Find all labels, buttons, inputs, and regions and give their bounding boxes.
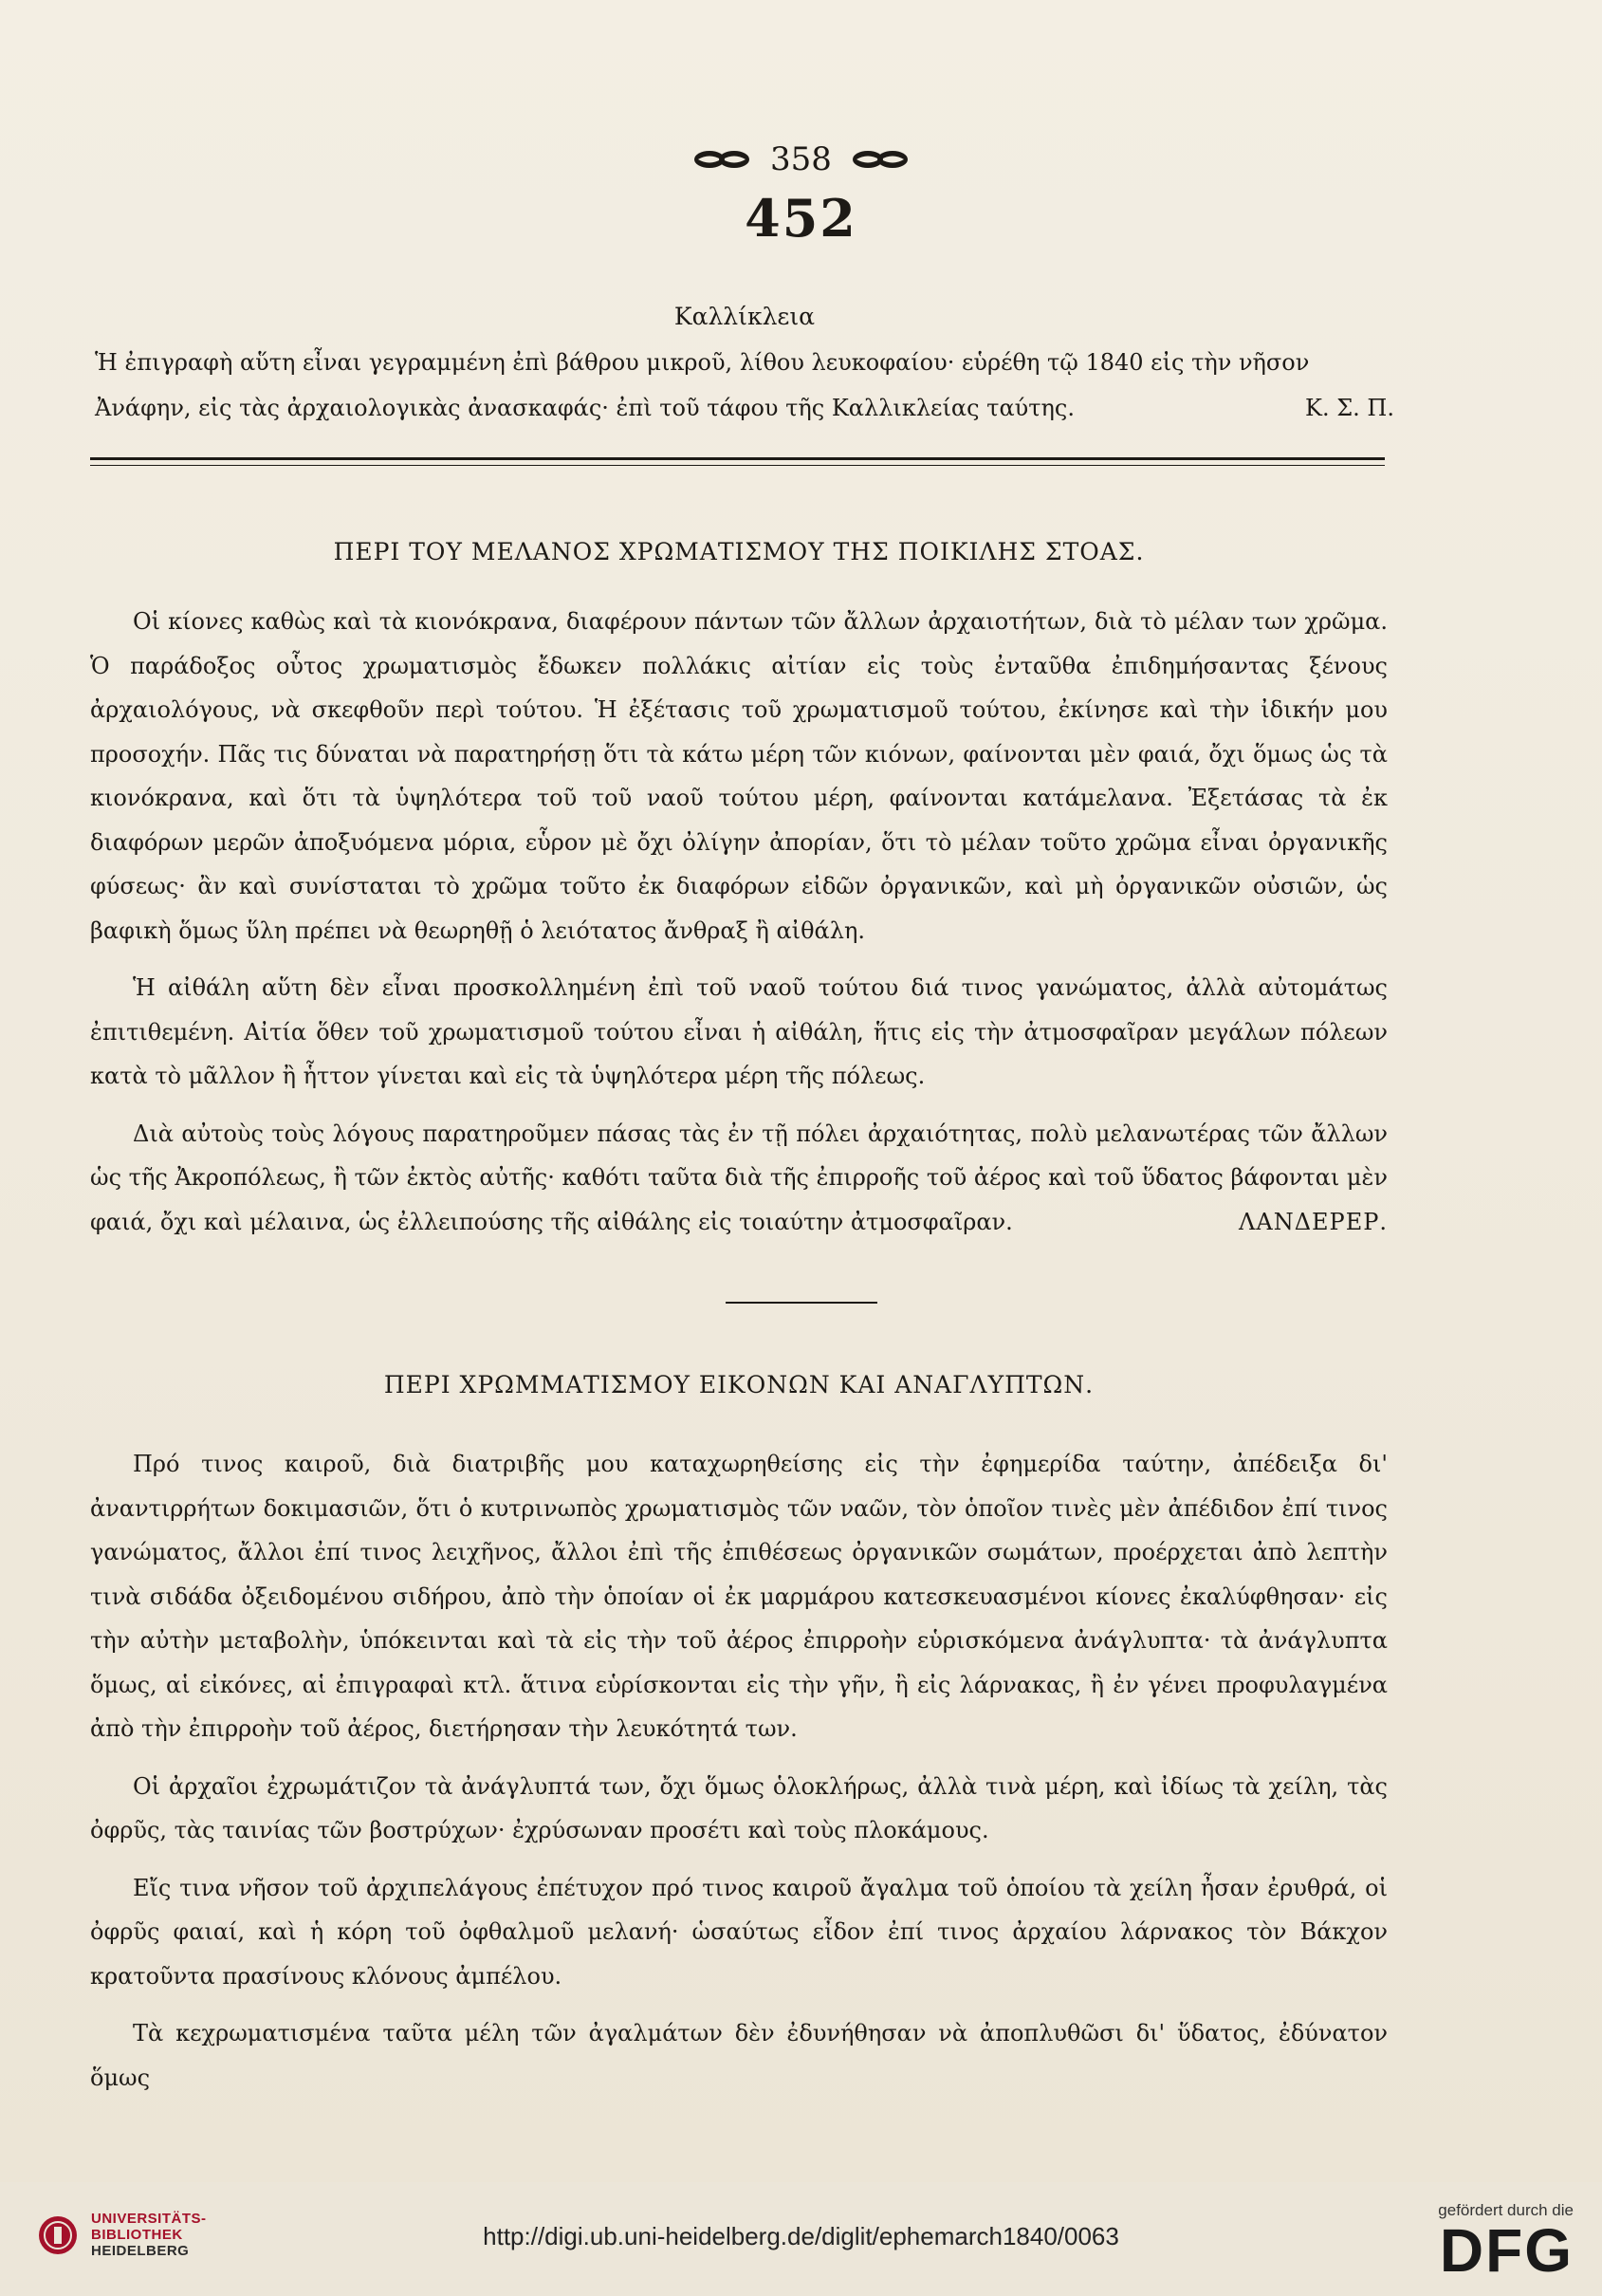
inscription-block [95, 294, 1394, 431]
inscription-line-2: Ἀνάφην, εἰς τὰς ἀρχαιολογικὰς ἀνασκαφάς· ἐπὶ τοῦ τάφου τῆς Καλλικλείας ταύτης. [95, 395, 1075, 421]
section-1-paragraph-3 [90, 1112, 1388, 1245]
section-reliefs-coloring [90, 1366, 1388, 2100]
section-1-paragraph-2: Ἡ αἰθάλη αὕτη δὲν εἶναι προσκολλημένη ἐπὶ τοῦ ναοῦ τούτου διά τινος γανώματος, ἀλλὰ αὐτομάτως ἐπιτιθεμένη. Αἰτία ὅθεν τοῦ χρωματισμοῦ τούτου εἶναι ἡ αἰθάλη, ἥτις εἰς τὴν ἀτμοσφαῖραν μεγάλων πόλεων κατὰ τὸ μᾶλλον ἢ ἧττον γίνεται καὶ εἰς τὰ ὑψηλότερα μέρη τῆς πόλεως. [90, 974, 1388, 1089]
short-divider [726, 1302, 877, 1304]
section-1-author: ΛΑΝΔΕΡΕΡ. [1239, 1208, 1388, 1235]
section-2-paragraph-2: Οἱ ἀρχαῖοι ἐχρωμάτιζον τὰ ἀνάγλυπτά των, ὄχι ὅμως ὁλοκλήρως, ἀλλὰ τινὰ μέρη, καὶ ἰδίως τὰ χείλη, τὰς ὀφρῦς, τὰς ταινίας τῶν βοστρύχων· ἐχρύσωναν προσέτι καὶ τοὺς πλοκάμους. [90, 1772, 1388, 1843]
inscription-line-1: Ἡ ἐπιγραφὴ αὕτη εἶναι γεγραμμένη ἐπὶ βάθρου μικροῦ, λίθου λευκοφαίου· εὑρέθη τῷ 1840 εἰς τὴν νῆσον [95, 349, 1310, 376]
library-name-line-2: BIBLIOTHEK [91, 2227, 183, 2243]
sponsor-block [1438, 2201, 1574, 2285]
double-divider [90, 457, 1385, 466]
right-ornament-icon [845, 145, 911, 174]
library-name-line-3: HEIDELBERG [91, 2243, 190, 2259]
section-2-paragraph-3: Εἴς τινα νῆσον τοῦ ἀρχιπελάγους ἐπέτυχον πρό τινος καιροῦ ἄγαλμα τοῦ ὁποίου τὰ χείλη ἦσαν ἐρυθρά, οἱ ὀφρῦς φαιαί, καὶ ἡ κόρη τοῦ ὀφθαλμοῦ μελανή· ὡσαύτως εἶδον ἐπί τινος ἀρχαίου λάρνακος τὸν Βάκχον κρατοῦντα πρασίνους κλόνους ἀμπέλου. [90, 1874, 1388, 1990]
section-2-paragraph-1: Πρό τινος καιροῦ, διὰ διατριβῆς μου καταχωρηθείσης εἰς τὴν ἐφημερίδα ταύτην, ἀπέδειξα δι' ἀναντιρρήτων δοκιμασιῶν, ὅτι ὁ κυτρινωπὸς χρωματισμὸς τῶν ναῶν, τὸν ὁποῖον τινὲς μὲν ἀπέδιδον ἐπί τινος γανώματος, ἄλλοι ἐπί τινος λειχῆνος, ἄλλοι ἐπὶ τῆς ἐπιθέσεως ὀργανικῶν σωμάτων, προέρχεται ἀπὸ λεπτὴν τινὰ σιδάδα ὀξειδομένου σιδήρου, ἀπὸ τὴν ὁποίαν οἱ ἐκ μαρμάρου κατεσκευασμένοι κίονες ἐκαλύφθησαν· εἰς τὴν αὐτὴν μεταβολὴν, ὑπόκεινται καὶ τὰ εἰς τὴν τοῦ ἀέρος ἐπιρροὴν εὑρισκόμενα ἀνάγλυπτα· τὰ ἀνάγλυπτα ὅμως, αἱ εἰκόνες, αἱ ἐπιγραφαὶ κτλ. ἅτινα εὑρίσκονται εἰς τὴν γῆν, ἢ εἰς λάρνακας, ἢ ἐν γένει προφυλαγμένα ἀπὸ τὴν ἐπιρροὴν τοῦ ἀέρος, διετήρησαν τὴν λευκότητά των. [90, 1451, 1388, 1742]
section-1-paragraph-1: Οἱ κίονες καθὼς καὶ τὰ κιονόκρανα, διαφέρουν πάντων τῶν ἄλλων ἀρχαιοτήτων, διὰ τὸ μέλαν των χρῶμα. Ὁ παράδοξος οὗτος χρωματισμὸς ἔδωκεν πολλάκις αἰτίαν εἰς τοὺς ἐνταῦθα ἐπιδημήσαντας ξένους ἀρχαιολόγους, νὰ σκεφθοῦν περὶ τούτου. Ἡ ἐξέτασις τοῦ χρωματισμοῦ τούτου, ἐκίνησε καὶ τὴν ἰδικήν μου προσοχήν. Πᾶς τις δύναται νὰ παρατηρήσῃ ὅτι τὰ κάτω μέρη τῶν κιόνων, φαίνονται μὲν φαιά, ὄχι ὅμως ὡς τὰ κιονόκρανα, καὶ ὅτι τὰ ὑψηλότερα τοῦ τοῦ ναοῦ τούτου μέρη, φαίνονται κατάμελανα. Ἐξετάσας τὰ ἐκ διαφόρων μερῶν ἀποξυόμενα μόρια, εὗρον μὲ ὄχι ὀλίγην ἀπορίαν, ὅτι τὸ μέλαν τοῦτο χρῶμα εἶναι ὀργανικῆς φύσεως· ἂν καὶ συνίσταται τὸ χρῶμα τοῦτο ἐκ διαφόρων εἰδῶν ὀργανικῶν, καὶ μὴ ὀργανικῶν οὐσιῶν, ὡς βαφικὴ ὅμως ὕλη πρέπει νὰ θεωρηθῇ ὁ λειότατος ἄνθραξ ἢ αἰθάλη. [90, 608, 1388, 944]
library-name-line-1: UNIVERSITÄTS- [91, 2211, 207, 2227]
entry-number: 452 [745, 188, 857, 249]
section-black-coloring [90, 533, 1388, 1244]
dfg-logo[interactable]: DFG [1439, 2216, 1574, 2285]
inscription-signature: Κ. Σ. Π. [1305, 395, 1394, 421]
viewer-footer [0, 2182, 1602, 2296]
section-1-title: ΠΕΡΙ ΤΟΥ ΜΕΛΑΝΟΣ ΧΡΩΜΑΤΙΣΜΟΥ ΤΗΣ ΠΟΙΚΙΛΗΣ ΣΤΟΑΣ. [333, 538, 1145, 565]
permalink-url[interactable]: http://digi.ub.uni-heidelberg.de/diglit/ephemarch1840/0063 [483, 2222, 1119, 2250]
sponsor-label: gefördert durch die [1438, 2201, 1574, 2219]
page-header [0, 140, 1602, 247]
left-ornament-icon [691, 145, 757, 174]
section-2-title: ΠΕΡΙ ΧΡΩΜΜΑΤΙΣΜΟΥ ΕΙΚΟΝΩΝ ΚΑΙ ΑΝΑΓΛΥΠΤΩΝ. [383, 1371, 1095, 1398]
section-2-paragraph-4: Τὰ κεχρωματισμένα ταῦτα μέλη τῶν ἀγαλμάτων δὲν ἐδυνήθησαν νὰ ἀποπλυθῶσι δι' ὕδατος, ἐδύνατον ὅμως [90, 2020, 1388, 2091]
page-number: 358 [770, 140, 832, 178]
page-number-row [0, 140, 1602, 178]
inscription-sign-row [95, 385, 1394, 431]
inscription-title: Καλλίκλεια [673, 303, 816, 330]
section-1-paragraph-3-text: Διὰ αὐτοὺς τοὺς λόγους παρατηροῦμεν πάσας τὰς ἐν τῇ πόλει ἀρχαιότητας, πολὺ μελανωτέρας τῶν ἄλλων ὡς τῆς Ἀκροπόλεως, ἢ τῶν ἐκτὸς αὐτῆς· καθότι ταῦτα διὰ τῆς ἐπιρροῆς τοῦ ἀέρος καὶ τοῦ ὕδατος βάφονται μὲν φαιά, ὄχι καὶ μέλαινα, ὡς ἐλλειπούσης τῆς αἰθάλης εἰς τοιαύτην ἀτμοσφαῖραν. [90, 1120, 1388, 1235]
